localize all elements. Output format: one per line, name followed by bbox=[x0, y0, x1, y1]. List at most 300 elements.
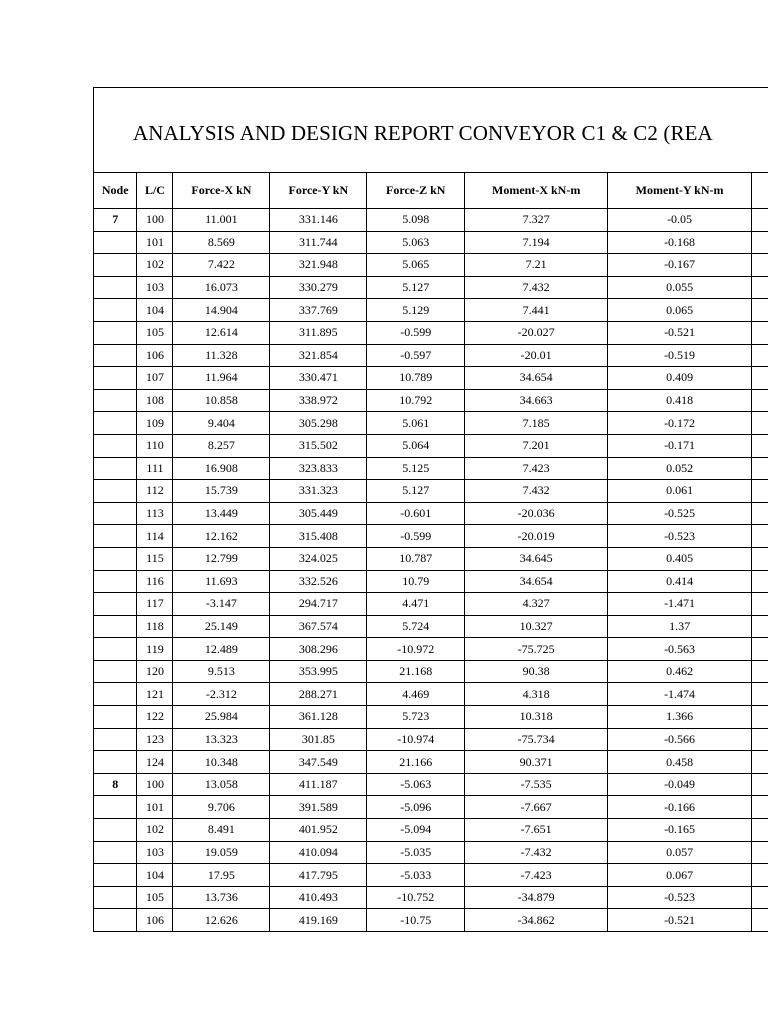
force-y-cell: 417.795 bbox=[270, 864, 367, 887]
force-x-cell: 13.058 bbox=[173, 773, 270, 796]
moment-x-cell: 90.371 bbox=[465, 751, 608, 774]
moment-x-cell: 7.441 bbox=[465, 299, 608, 322]
moment-x-cell: -34.862 bbox=[465, 909, 608, 932]
node-cell bbox=[94, 480, 137, 503]
lc-cell: 111 bbox=[137, 457, 173, 480]
force-z-cell: 5.064 bbox=[367, 434, 465, 457]
force-y-cell: 331.323 bbox=[270, 480, 367, 503]
col-header-lc: L/C bbox=[137, 173, 173, 209]
node-cell: 8 bbox=[94, 773, 137, 796]
force-y-cell: 338.972 bbox=[270, 389, 367, 412]
cut-off-cell bbox=[752, 886, 768, 909]
moment-y-cell: 0.462 bbox=[608, 660, 752, 683]
cut-off-cell bbox=[752, 389, 768, 412]
cut-off-cell bbox=[752, 480, 768, 503]
node-cell bbox=[94, 321, 137, 344]
force-y-cell: 301.85 bbox=[270, 728, 367, 751]
moment-x-cell: 7.432 bbox=[465, 276, 608, 299]
table-row bbox=[94, 547, 768, 570]
force-x-cell: 12.799 bbox=[173, 547, 270, 570]
table-row bbox=[94, 502, 768, 525]
cut-off-cell bbox=[752, 796, 768, 819]
force-x-cell: 12.489 bbox=[173, 638, 270, 661]
moment-x-cell: 7.194 bbox=[465, 231, 608, 254]
moment-x-cell: -7.535 bbox=[465, 773, 608, 796]
force-x-cell: 16.908 bbox=[173, 457, 270, 480]
force-x-cell: 12.162 bbox=[173, 525, 270, 548]
lc-cell: 119 bbox=[137, 638, 173, 661]
force-z-cell: -5.033 bbox=[367, 864, 465, 887]
moment-y-cell: 0.055 bbox=[608, 276, 752, 299]
moment-y-cell: 0.418 bbox=[608, 389, 752, 412]
cut-off-cell bbox=[752, 751, 768, 774]
cut-off-cell bbox=[752, 367, 768, 390]
force-z-cell: -5.063 bbox=[367, 773, 465, 796]
table-row bbox=[94, 231, 768, 254]
moment-y-cell: -0.171 bbox=[608, 434, 752, 457]
cut-off-cell bbox=[752, 570, 768, 593]
table-row bbox=[94, 796, 768, 819]
force-z-cell: -10.974 bbox=[367, 728, 465, 751]
force-z-cell: -5.096 bbox=[367, 796, 465, 819]
lc-cell: 117 bbox=[137, 593, 173, 616]
table-row bbox=[94, 841, 768, 864]
force-x-cell: 9.706 bbox=[173, 796, 270, 819]
force-y-cell: 330.471 bbox=[270, 367, 367, 390]
table-row bbox=[94, 299, 768, 322]
moment-y-cell: -0.165 bbox=[608, 819, 752, 842]
table-row bbox=[94, 570, 768, 593]
cut-off-cell bbox=[752, 864, 768, 887]
node-cell bbox=[94, 299, 137, 322]
node-cell bbox=[94, 660, 137, 683]
cut-off-cell bbox=[752, 547, 768, 570]
lc-cell: 100 bbox=[137, 209, 173, 232]
force-x-cell: 11.001 bbox=[173, 209, 270, 232]
moment-x-cell: -75.734 bbox=[465, 728, 608, 751]
cut-off-cell bbox=[752, 683, 768, 706]
moment-y-cell: 1.37 bbox=[608, 615, 752, 638]
node-cell bbox=[94, 909, 137, 932]
force-z-cell: -10.75 bbox=[367, 909, 465, 932]
lc-cell: 123 bbox=[137, 728, 173, 751]
moment-y-cell: -1.471 bbox=[608, 593, 752, 616]
table-row bbox=[94, 706, 768, 729]
cut-off-cell bbox=[752, 909, 768, 932]
reactions-table bbox=[94, 173, 768, 932]
force-z-cell: 5.724 bbox=[367, 615, 465, 638]
cut-off-cell bbox=[752, 638, 768, 661]
lc-cell: 122 bbox=[137, 706, 173, 729]
table-row bbox=[94, 321, 768, 344]
force-x-cell: 8.257 bbox=[173, 434, 270, 457]
moment-x-cell: 7.423 bbox=[465, 457, 608, 480]
force-y-cell: 321.948 bbox=[270, 254, 367, 277]
force-z-cell: -5.094 bbox=[367, 819, 465, 842]
moment-x-cell: -20.019 bbox=[465, 525, 608, 548]
node-cell bbox=[94, 502, 137, 525]
table-row bbox=[94, 254, 768, 277]
node-cell bbox=[94, 547, 137, 570]
moment-y-cell: -0.563 bbox=[608, 638, 752, 661]
force-z-cell: 10.789 bbox=[367, 367, 465, 390]
report-title: ANALYSIS AND DESIGN REPORT CONVEYOR C1 & C2 (REA bbox=[133, 121, 713, 145]
moment-y-cell: -0.168 bbox=[608, 231, 752, 254]
lc-cell: 107 bbox=[137, 367, 173, 390]
cut-off-cell bbox=[752, 660, 768, 683]
node-cell bbox=[94, 841, 137, 864]
node-cell bbox=[94, 751, 137, 774]
col-header-force-y: Force-Y kN bbox=[270, 173, 367, 209]
force-z-cell: -0.601 bbox=[367, 502, 465, 525]
force-y-cell: 311.895 bbox=[270, 321, 367, 344]
force-z-cell: 5.063 bbox=[367, 231, 465, 254]
table-row bbox=[94, 389, 768, 412]
force-y-cell: 294.717 bbox=[270, 593, 367, 616]
cut-off-cell bbox=[752, 525, 768, 548]
col-header-node: Node bbox=[94, 173, 137, 209]
force-z-cell: 10.787 bbox=[367, 547, 465, 570]
force-y-cell: 311.744 bbox=[270, 231, 367, 254]
cut-off-cell bbox=[752, 321, 768, 344]
cut-off-cell bbox=[752, 841, 768, 864]
lc-cell: 113 bbox=[137, 502, 173, 525]
moment-x-cell: 7.21 bbox=[465, 254, 608, 277]
moment-x-cell: -7.432 bbox=[465, 841, 608, 864]
table-row bbox=[94, 412, 768, 435]
node-cell bbox=[94, 615, 137, 638]
force-z-cell: 5.129 bbox=[367, 299, 465, 322]
lc-cell: 112 bbox=[137, 480, 173, 503]
moment-x-cell: 10.318 bbox=[465, 706, 608, 729]
lc-cell: 108 bbox=[137, 389, 173, 412]
table-row bbox=[94, 751, 768, 774]
cut-off-cell bbox=[752, 593, 768, 616]
lc-cell: 105 bbox=[137, 321, 173, 344]
force-z-cell: 10.79 bbox=[367, 570, 465, 593]
lc-cell: 124 bbox=[137, 751, 173, 774]
force-x-cell: 11.964 bbox=[173, 367, 270, 390]
table-row bbox=[94, 660, 768, 683]
cut-off-cell bbox=[752, 434, 768, 457]
table-row bbox=[94, 864, 768, 887]
node-cell bbox=[94, 525, 137, 548]
node-cell bbox=[94, 457, 137, 480]
force-z-cell: 4.471 bbox=[367, 593, 465, 616]
moment-x-cell: 7.185 bbox=[465, 412, 608, 435]
table-row bbox=[94, 344, 768, 367]
lc-cell: 120 bbox=[137, 660, 173, 683]
force-y-cell: 361.128 bbox=[270, 706, 367, 729]
moment-y-cell: -0.521 bbox=[608, 909, 752, 932]
table-row bbox=[94, 367, 768, 390]
force-x-cell: 8.491 bbox=[173, 819, 270, 842]
col-header-force-x: Force-X kN bbox=[173, 173, 270, 209]
moment-y-cell: 0.409 bbox=[608, 367, 752, 390]
moment-x-cell: 4.327 bbox=[465, 593, 608, 616]
table-row bbox=[94, 683, 768, 706]
force-z-cell: 5.098 bbox=[367, 209, 465, 232]
moment-x-cell: -34.879 bbox=[465, 886, 608, 909]
node-cell bbox=[94, 728, 137, 751]
node-cell bbox=[94, 412, 137, 435]
cut-off-cell bbox=[752, 344, 768, 367]
force-z-cell: -0.599 bbox=[367, 321, 465, 344]
node-cell bbox=[94, 231, 137, 254]
lc-cell: 121 bbox=[137, 683, 173, 706]
force-z-cell: 5.127 bbox=[367, 276, 465, 299]
moment-x-cell: -7.667 bbox=[465, 796, 608, 819]
force-x-cell: 13.449 bbox=[173, 502, 270, 525]
node-cell bbox=[94, 593, 137, 616]
force-z-cell: 5.125 bbox=[367, 457, 465, 480]
force-y-cell: 324.025 bbox=[270, 547, 367, 570]
node-cell bbox=[94, 638, 137, 661]
force-x-cell: 9.513 bbox=[173, 660, 270, 683]
table-row bbox=[94, 457, 768, 480]
force-x-cell: 17.95 bbox=[173, 864, 270, 887]
moment-x-cell: -75.725 bbox=[465, 638, 608, 661]
lc-cell: 109 bbox=[137, 412, 173, 435]
node-cell bbox=[94, 276, 137, 299]
force-z-cell: -10.752 bbox=[367, 886, 465, 909]
moment-x-cell: 7.432 bbox=[465, 480, 608, 503]
col-header-moment-y: Moment-Y kN-m bbox=[608, 173, 752, 209]
table-row bbox=[94, 615, 768, 638]
node-cell bbox=[94, 367, 137, 390]
force-x-cell: 11.693 bbox=[173, 570, 270, 593]
moment-y-cell: 0.405 bbox=[608, 547, 752, 570]
node-cell bbox=[94, 344, 137, 367]
force-y-cell: 410.094 bbox=[270, 841, 367, 864]
table-row bbox=[94, 525, 768, 548]
moment-y-cell: -0.166 bbox=[608, 796, 752, 819]
moment-y-cell: -0.523 bbox=[608, 525, 752, 548]
moment-y-cell: 0.065 bbox=[608, 299, 752, 322]
force-x-cell: 13.736 bbox=[173, 886, 270, 909]
force-z-cell: 21.166 bbox=[367, 751, 465, 774]
moment-x-cell: 4.318 bbox=[465, 683, 608, 706]
node-cell bbox=[94, 864, 137, 887]
col-header-cut-off bbox=[752, 173, 768, 209]
moment-y-cell: 0.458 bbox=[608, 751, 752, 774]
cut-off-cell bbox=[752, 276, 768, 299]
header-row bbox=[94, 173, 768, 209]
cut-off-cell bbox=[752, 254, 768, 277]
force-z-cell: 5.061 bbox=[367, 412, 465, 435]
node-cell bbox=[94, 683, 137, 706]
moment-x-cell: -7.651 bbox=[465, 819, 608, 842]
moment-x-cell: 34.663 bbox=[465, 389, 608, 412]
moment-y-cell: 0.061 bbox=[608, 480, 752, 503]
node-cell bbox=[94, 796, 137, 819]
lc-cell: 101 bbox=[137, 231, 173, 254]
force-y-cell: 337.769 bbox=[270, 299, 367, 322]
force-y-cell: 367.574 bbox=[270, 615, 367, 638]
title-box bbox=[94, 88, 768, 173]
force-y-cell: 288.271 bbox=[270, 683, 367, 706]
force-x-cell: 8.569 bbox=[173, 231, 270, 254]
node-cell bbox=[94, 886, 137, 909]
moment-y-cell: -0.566 bbox=[608, 728, 752, 751]
force-y-cell: 323.833 bbox=[270, 457, 367, 480]
force-x-cell: 15.739 bbox=[173, 480, 270, 503]
moment-x-cell: -7.423 bbox=[465, 864, 608, 887]
cut-off-cell bbox=[752, 819, 768, 842]
col-header-moment-x: Moment-X kN-m bbox=[465, 173, 608, 209]
lc-cell: 101 bbox=[137, 796, 173, 819]
force-x-cell: 11.328 bbox=[173, 344, 270, 367]
lc-cell: 118 bbox=[137, 615, 173, 638]
force-y-cell: 315.408 bbox=[270, 525, 367, 548]
cut-off-cell bbox=[752, 773, 768, 796]
lc-cell: 105 bbox=[137, 886, 173, 909]
cut-off-cell bbox=[752, 728, 768, 751]
moment-x-cell: -20.01 bbox=[465, 344, 608, 367]
lc-cell: 104 bbox=[137, 299, 173, 322]
force-y-cell: 332.526 bbox=[270, 570, 367, 593]
force-x-cell: 10.348 bbox=[173, 751, 270, 774]
lc-cell: 103 bbox=[137, 276, 173, 299]
table-row bbox=[94, 773, 768, 796]
table-row bbox=[94, 819, 768, 842]
moment-x-cell: -20.036 bbox=[465, 502, 608, 525]
force-z-cell: -0.597 bbox=[367, 344, 465, 367]
col-header-force-z: Force-Z kN bbox=[367, 173, 465, 209]
lc-cell: 104 bbox=[137, 864, 173, 887]
cut-off-cell bbox=[752, 299, 768, 322]
table-row bbox=[94, 638, 768, 661]
force-y-cell: 401.952 bbox=[270, 819, 367, 842]
force-z-cell: 5.723 bbox=[367, 706, 465, 729]
moment-x-cell: 7.327 bbox=[465, 209, 608, 232]
lc-cell: 114 bbox=[137, 525, 173, 548]
moment-y-cell: -0.05 bbox=[608, 209, 752, 232]
moment-y-cell: -0.525 bbox=[608, 502, 752, 525]
moment-y-cell: 1.366 bbox=[608, 706, 752, 729]
moment-x-cell: 34.654 bbox=[465, 570, 608, 593]
lc-cell: 100 bbox=[137, 773, 173, 796]
moment-y-cell: -0.167 bbox=[608, 254, 752, 277]
table-row bbox=[94, 593, 768, 616]
force-y-cell: 419.169 bbox=[270, 909, 367, 932]
force-y-cell: 391.589 bbox=[270, 796, 367, 819]
table-row bbox=[94, 209, 768, 232]
moment-y-cell: -0.049 bbox=[608, 773, 752, 796]
node-cell bbox=[94, 254, 137, 277]
moment-x-cell: 90.38 bbox=[465, 660, 608, 683]
force-y-cell: 308.296 bbox=[270, 638, 367, 661]
table-row bbox=[94, 886, 768, 909]
cut-off-cell bbox=[752, 231, 768, 254]
force-y-cell: 321.854 bbox=[270, 344, 367, 367]
force-z-cell: -5.035 bbox=[367, 841, 465, 864]
moment-y-cell: 0.057 bbox=[608, 841, 752, 864]
moment-y-cell: -0.519 bbox=[608, 344, 752, 367]
cut-off-cell bbox=[752, 615, 768, 638]
force-z-cell: -10.972 bbox=[367, 638, 465, 661]
force-y-cell: 353.995 bbox=[270, 660, 367, 683]
force-x-cell: 25.149 bbox=[173, 615, 270, 638]
node-cell bbox=[94, 706, 137, 729]
table-body bbox=[94, 209, 768, 932]
force-y-cell: 315.502 bbox=[270, 434, 367, 457]
force-x-cell: 12.614 bbox=[173, 321, 270, 344]
force-z-cell: 5.127 bbox=[367, 480, 465, 503]
moment-x-cell: 7.201 bbox=[465, 434, 608, 457]
node-cell bbox=[94, 819, 137, 842]
force-x-cell: 13.323 bbox=[173, 728, 270, 751]
cut-off-cell bbox=[752, 706, 768, 729]
cut-off-cell bbox=[752, 209, 768, 232]
report-sheet bbox=[93, 87, 768, 932]
force-y-cell: 331.146 bbox=[270, 209, 367, 232]
moment-y-cell: 0.414 bbox=[608, 570, 752, 593]
table-row bbox=[94, 276, 768, 299]
force-x-cell: 14.904 bbox=[173, 299, 270, 322]
force-x-cell: 19.059 bbox=[173, 841, 270, 864]
lc-cell: 106 bbox=[137, 909, 173, 932]
node-cell bbox=[94, 570, 137, 593]
lc-cell: 102 bbox=[137, 254, 173, 277]
force-z-cell: 21.168 bbox=[367, 660, 465, 683]
force-x-cell: 25.984 bbox=[173, 706, 270, 729]
force-y-cell: 330.279 bbox=[270, 276, 367, 299]
cut-off-cell bbox=[752, 412, 768, 435]
moment-y-cell: -0.523 bbox=[608, 886, 752, 909]
force-x-cell: 9.404 bbox=[173, 412, 270, 435]
cut-off-cell bbox=[752, 502, 768, 525]
moment-y-cell: -0.521 bbox=[608, 321, 752, 344]
force-y-cell: 411.187 bbox=[270, 773, 367, 796]
force-y-cell: 305.298 bbox=[270, 412, 367, 435]
table-row bbox=[94, 434, 768, 457]
lc-cell: 116 bbox=[137, 570, 173, 593]
moment-y-cell: -1.474 bbox=[608, 683, 752, 706]
lc-cell: 102 bbox=[137, 819, 173, 842]
force-x-cell: -2.312 bbox=[173, 683, 270, 706]
moment-x-cell: 34.645 bbox=[465, 547, 608, 570]
force-x-cell: 7.422 bbox=[173, 254, 270, 277]
moment-y-cell: 0.067 bbox=[608, 864, 752, 887]
cut-off-cell bbox=[752, 457, 768, 480]
table-row bbox=[94, 480, 768, 503]
lc-cell: 115 bbox=[137, 547, 173, 570]
moment-y-cell: -0.172 bbox=[608, 412, 752, 435]
force-z-cell: 10.792 bbox=[367, 389, 465, 412]
moment-x-cell: 34.654 bbox=[465, 367, 608, 390]
moment-x-cell: 10.327 bbox=[465, 615, 608, 638]
force-z-cell: 4.469 bbox=[367, 683, 465, 706]
moment-x-cell: -20.027 bbox=[465, 321, 608, 344]
force-x-cell: 10.858 bbox=[173, 389, 270, 412]
moment-y-cell: 0.052 bbox=[608, 457, 752, 480]
table-row bbox=[94, 909, 768, 932]
force-y-cell: 305.449 bbox=[270, 502, 367, 525]
node-cell bbox=[94, 389, 137, 412]
lc-cell: 103 bbox=[137, 841, 173, 864]
lc-cell: 106 bbox=[137, 344, 173, 367]
force-z-cell: -0.599 bbox=[367, 525, 465, 548]
force-x-cell: 12.626 bbox=[173, 909, 270, 932]
lc-cell: 110 bbox=[137, 434, 173, 457]
node-cell bbox=[94, 434, 137, 457]
node-cell: 7 bbox=[94, 209, 137, 232]
force-x-cell: 16.073 bbox=[173, 276, 270, 299]
force-z-cell: 5.065 bbox=[367, 254, 465, 277]
force-y-cell: 410.493 bbox=[270, 886, 367, 909]
force-x-cell: -3.147 bbox=[173, 593, 270, 616]
